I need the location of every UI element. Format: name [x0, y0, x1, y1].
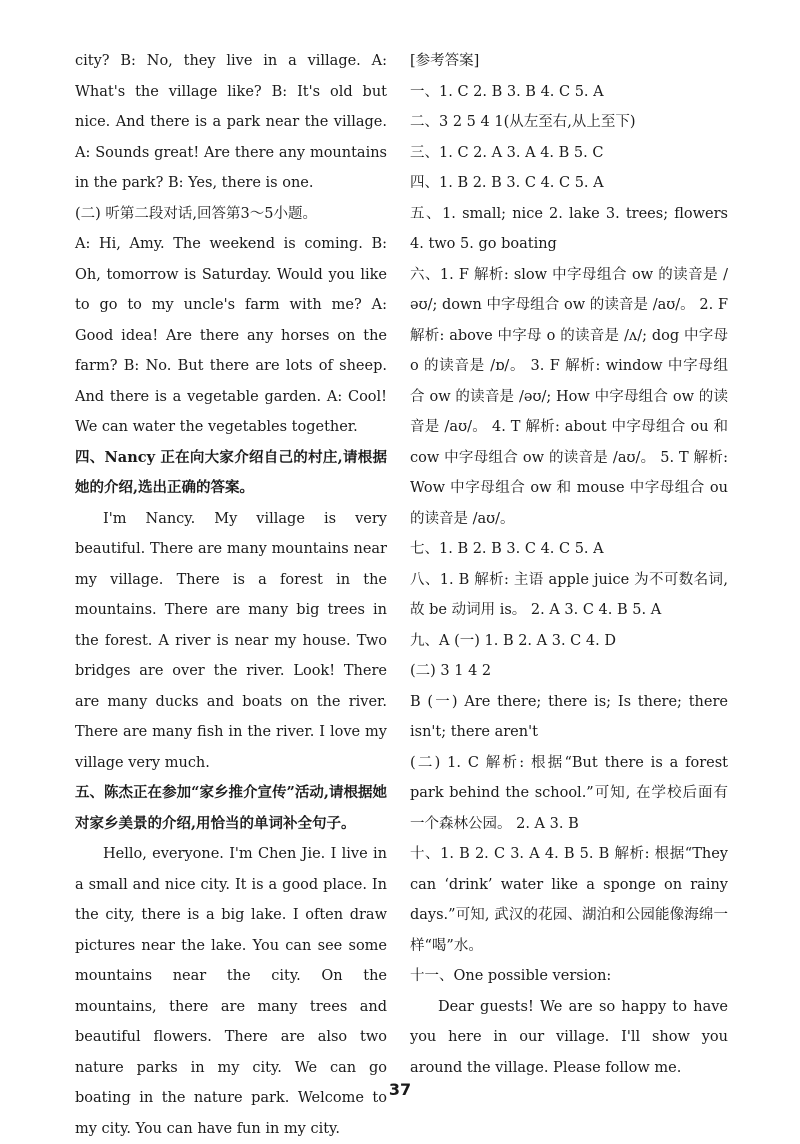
left-column [75, 46, 387, 1144]
answer-11: 十一、One possible version: [410, 968, 612, 984]
answer-4: 四、1. B 2. B 3. C 4. C 5. A [410, 175, 604, 191]
page-number: 37 [388, 1080, 412, 1099]
answer-9-part2: (二) 3 1 4 2 [410, 663, 492, 679]
answer-2: 二、3 2 5 4 1(从左至右,从上至下) [410, 114, 636, 130]
answer-5: 五、1. small; nice 2. lake 3. trees; flowers 4. two 5. go boating [410, 205, 728, 252]
chen-jie-passage: Hello, everyone. I'm Chen Jie. I live in a small and nice city. It is a good place. In the city, there is a big lake. I often draw pictures near the lake. You can see some mountains near the city. On the mountains, there are many trees and beautiful flowers. There are also two nature parks in my city. We can go boating in the nature park. Welcome to my city. You can have fun in my city. [75, 846, 387, 1137]
answer-8: 八、1. B 解析: 主语 apple juice 为不可数名词, 故 be 动词用 is。 2. A 3. C 4. B 5. A [410, 571, 728, 618]
answer-1: 一、1. C 2. B 3. B 4. C 5. A [410, 83, 604, 100]
answer-9-b-part2: (二) 1. C 解析: 根据“But there is a forest park behind the school.”可知, 在学校后面有一个森林公园。 2. A 3. B [410, 754, 728, 832]
section-5-heading: 五、陈杰正在参加“家乡推介宣传”活动,请根据她对家乡美景的介绍,用恰当的单词补全句子。 [75, 784, 387, 832]
dialogue-1-end: city? B: No, they live in a village. A: What's the village like? B: It's old but nice. And there is a park near the village. A: Sounds great! Are there any mountains in the park? B: Yes, there is one. [75, 53, 387, 191]
dialogue-2: A: Hi, Amy. The weekend is coming. B: Oh, tomorrow is Saturday. Would you like to go to my uncle's farm with me? A: Good idea! Are there any horses on the farm? B: No. But there are lots of sheep. And there is a vegetable garden. A: Cool! We can water the vegetables together. [75, 236, 387, 435]
answer-key-column [410, 46, 728, 1083]
answer-7: 七、1. B 2. B 3. C 4. C 5. A [410, 541, 604, 557]
section-4-heading: 四、Nancy 正在向大家介绍自己的村庄,请根据她的介绍,选出正确的答案。 [75, 448, 387, 496]
answer-9-b: B (一) Are there; there is; Is there; there isn't; there aren't [410, 693, 728, 740]
answer-key-header: [参考答案] [410, 53, 480, 69]
answer-10: 十、1. B 2. C 3. A 4. B 5. B 解析: 根据“They can ‘drink’ water like a sponge on rainy days.”可知, 武汉的花园、湖泊和公园能像海绵一样“喝”水。 [410, 846, 728, 954]
answer-6: 六、1. F 解析: slow 中字母组合 ow 的读音是 /əʊ/; down 中字母组合 ow 的读音是 /aʊ/。 2. F 解析: above 中字母 o 的读音是 /ʌ/; dog 中字母 o 的读音是 /ɒ/。 3. F 解析: window 中字母组合 ow 的读音是 /əʊ/; How 中字母组合 ow 的读音是 /aʊ/。 4. T 解析: about 中字母组合 ou 和 cow 中字母组合 ow 的读音是 /aʊ/。 5. T 解析: Wow 中字母组合 ow 和 mouse 中字母组合 ou 的读音是 /aʊ/。 [410, 266, 728, 527]
section-instruction: (二) 听第二段对话,回答第3～5小题。 [75, 205, 317, 222]
sample-essay: Dear guests! We are so happy to have you here in our village. I'll show you around the village. Please follow me. [410, 998, 728, 1076]
nancy-passage: I'm Nancy. My village is very beautiful. There are many mountains near my village. There is a forest in the mountains. There are many big trees in the forest. A river is near my house. Two bridges are over the river. Look! There are many ducks and boats on the river. There are many fish in the river. I love my village very much. [75, 510, 387, 771]
answer-3: 三、1. C 2. A 3. A 4. B 5. C [410, 144, 604, 161]
answer-9: 九、A (一) 1. B 2. A 3. C 4. D [410, 632, 616, 649]
